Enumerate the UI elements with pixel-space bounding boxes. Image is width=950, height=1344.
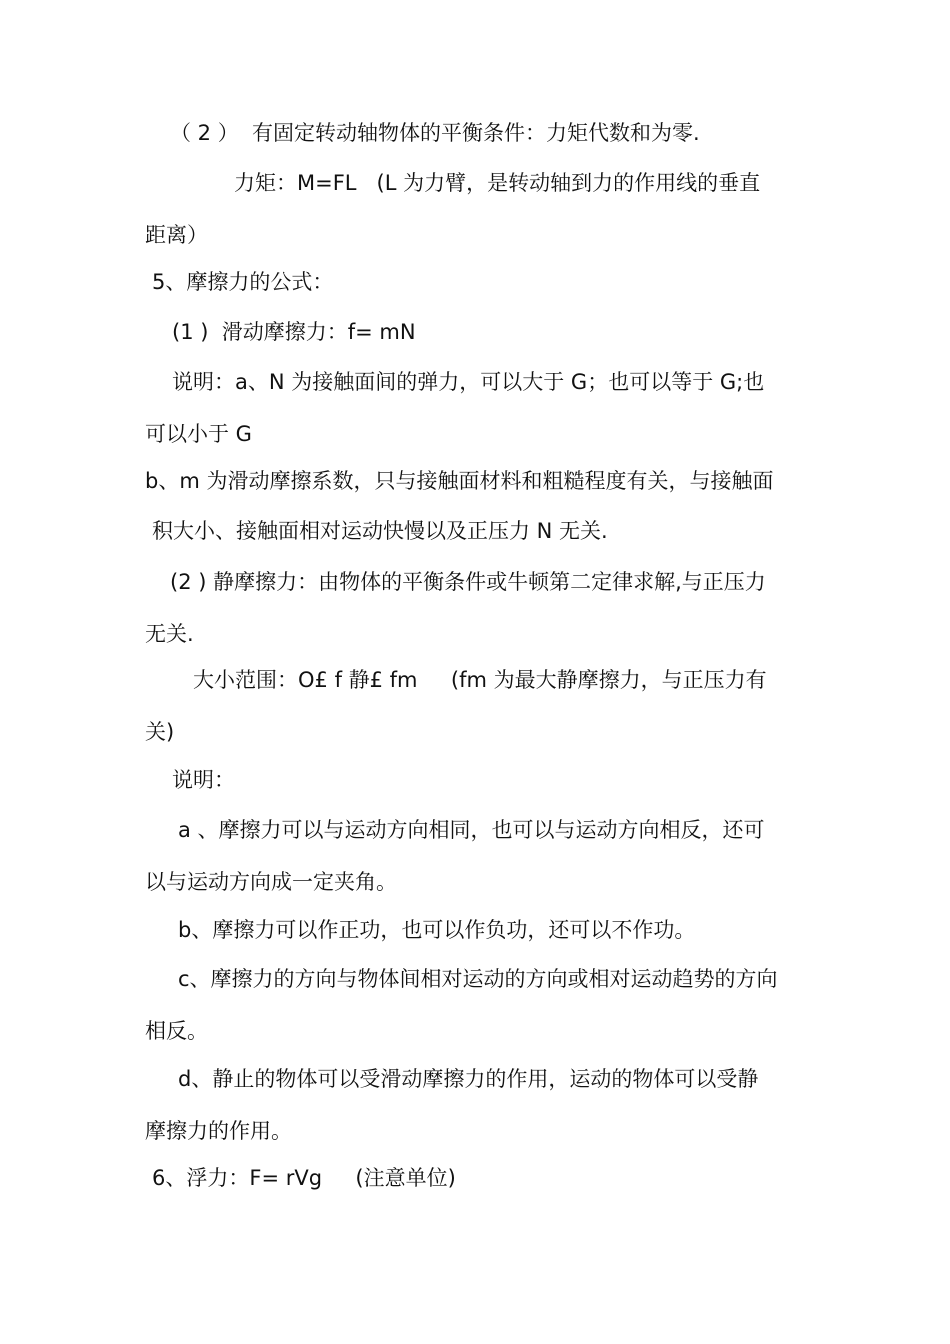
text-line-balance-condition: （ 2 ） 有固定转动轴物体的平衡条件：力矩代数和为零. xyxy=(170,121,700,145)
text-line-note-a-continued: 可以小于 G xyxy=(145,422,252,446)
text-line-point-b: b、摩擦力可以作正功，也可以作负功，还可以不作功。 xyxy=(178,918,696,942)
text-line-static-friction-continued: 无关. xyxy=(145,622,194,646)
section-heading-buoyancy: 6、浮力：F= rVg (注意单位) xyxy=(152,1166,456,1190)
text-line-note-a: 说明：a、N 为接触面间的弹力，可以大于 G；也可以等于 G;也 xyxy=(172,370,765,394)
text-line-static-range-continued: 关) xyxy=(145,720,175,744)
text-line-torque-continued: 距离） xyxy=(145,223,208,247)
section-heading-friction: 5、摩擦力的公式： xyxy=(152,270,334,294)
text-line-note-b-continued: 积大小、接触面相对运动快慢以及正压力 N 无关. xyxy=(152,519,608,543)
text-line-torque-formula: 力矩：M=FL (L 为力臂，是转动轴到力的作用线的垂直 xyxy=(234,171,761,195)
text-line-point-a-continued: 以与运动方向成一定夹角。 xyxy=(145,870,397,894)
text-line-explanation-heading: 说明： xyxy=(172,768,235,792)
text-line-note-b: b、m 为滑动摩擦系数，只与接触面材料和粗糙程度有关，与接触面 xyxy=(145,469,774,493)
text-line-point-a: a 、摩擦力可以与运动方向相同，也可以与运动方向相反，还可 xyxy=(178,818,765,842)
text-line-sliding-friction: (1 ) 滑动摩擦力：f= mN xyxy=(172,320,416,344)
text-line-point-d-continued: 摩擦力的作用。 xyxy=(145,1119,292,1143)
text-line-static-range: 大小范围：O£ f 静£ fm (fm 为最大静摩擦力，与正压力有 xyxy=(193,668,767,692)
text-line-point-c-continued: 相反。 xyxy=(145,1019,208,1043)
text-line-point-c: c、摩擦力的方向与物体间相对运动的方向或相对运动趋势的方向 xyxy=(178,967,778,991)
text-line-static-friction: (2 ) 静摩擦力：由物体的平衡条件或牛顿第二定律求解,与正压力 xyxy=(170,570,766,594)
text-line-point-d: d、静止的物体可以受滑动摩擦力的作用，运动的物体可以受静 xyxy=(178,1067,759,1091)
